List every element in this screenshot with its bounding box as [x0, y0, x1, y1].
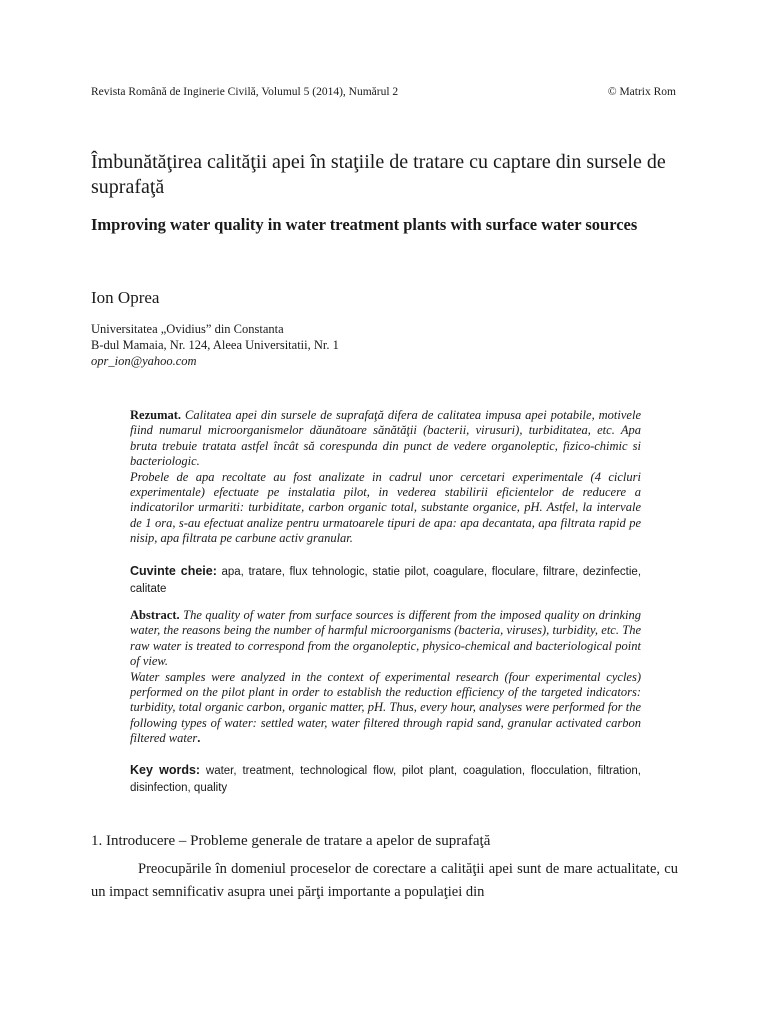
title-romanian: Îmbunătăţirea calităţii apei în staţiile de tratare cu captare din sursele de suprafaţă — [91, 151, 666, 198]
key-words-label: Key words: — [130, 763, 201, 777]
abstract-paragraph-2 — [130, 670, 641, 747]
section-1-title: 1. Introducere – Probleme generale de tratare a apelor de suprafaţă — [91, 833, 491, 849]
section-1-paragraph: Preocupările în domeniul proceselor de corectare a calităţii apei sunt de mare actualitate, cu un impact semnificativ asupra unei părţi importante a populaţiei din — [91, 861, 678, 900]
rezumat-text-2: Probele de apa recoltate au fost analizate in cadrul unor cercetari experimentale (4 cicluri experimentale) efectuate pe instalatia pilot, in vederea stabilirii eficientelor de reducere a indicatorilor urmariti: turbiditate, carbon organic total, substante organice, pH. Astfel, la intervale de 1 ora, s-au efectuat analize pentru urmatoarele tipuri de apa: apa decantata, apa filtrata rapid pe nisip, apa filtrata pe carbune activ granular. — [130, 469, 641, 546]
abstract-text-1: The quality of water from surface sources is different from the imposed quality on drinking water, the reasons being the number of harmful microorganisms (bacteria, viruses), turbidity, etc. The raw water is treated to correspond from the organoleptic, physico-chemical and bacteriological point of view. — [130, 608, 641, 669]
rezumat-text-1: Calitatea apei din sursele de suprafaţă difera de calitatea impusa apei potabile, motivele fiind numarul microorganismelor dăunătoare sănătăţii (bacterii, virusuri), turbiditatea, etc. Apa bruta trebuie tratata astfel încât să corespunda din punct de vedere organoleptic, fizico-chimic si bacteriologic. — [130, 408, 641, 469]
cuvinte-cheie-text: apa, tratare, flux tehnologic, statie pilot, coagulare, floculare, filtrare, dezinfectie, calitate — [130, 566, 642, 595]
key-words-text: water, treatment, technological flow, pilot plant, coagulation, flocculation, filtration, disinfection, quality — [130, 765, 641, 794]
title-english: Improving water quality in water treatment plants with surface water sources — [91, 215, 638, 234]
author-name: Ion Oprea — [91, 288, 160, 307]
copyright-notice: © Matrix Rom — [607, 86, 676, 98]
rezumat-block — [130, 408, 641, 547]
cuvinte-cheie-label: Cuvinte cheie: — [130, 564, 217, 578]
abstract-label: Abstract. — [130, 608, 180, 622]
abstract-text-2: Water samples were analyzed in the context of experimental research (four experimental cycles) performed on the pilot plant in order to establish the reduction efficiency of the targeted indicators: turbidity, total organic carbon, organic matter, pH. Thus, every hour, analyses were performed for the following types of water: settled water, water filtered through rapid sand, granular activated carbon filtered water — [130, 669, 641, 746]
abstract-final-period: . — [197, 731, 201, 746]
author-affiliation — [91, 321, 651, 369]
rezumat-paragraph-1 — [130, 408, 641, 470]
cuvinte-cheie-block — [130, 564, 641, 597]
author-email: opr_ion@yahoo.com — [91, 354, 197, 368]
journal-citation: Revista Română de Inginerie Civilă, Volumul 5 (2014), Numărul 2 — [91, 86, 399, 98]
key-words-block — [130, 763, 641, 796]
affiliation-address: B-dul Mamaia, Nr. 124, Aleea Universitatii, Nr. 1 — [91, 338, 339, 352]
abstract-block — [130, 608, 641, 747]
abstract-paragraph-1 — [130, 608, 641, 670]
affiliation-university: Universitatea „Ovidius” din Constanta — [91, 322, 284, 336]
rezumat-label: Rezumat. — [130, 408, 182, 422]
